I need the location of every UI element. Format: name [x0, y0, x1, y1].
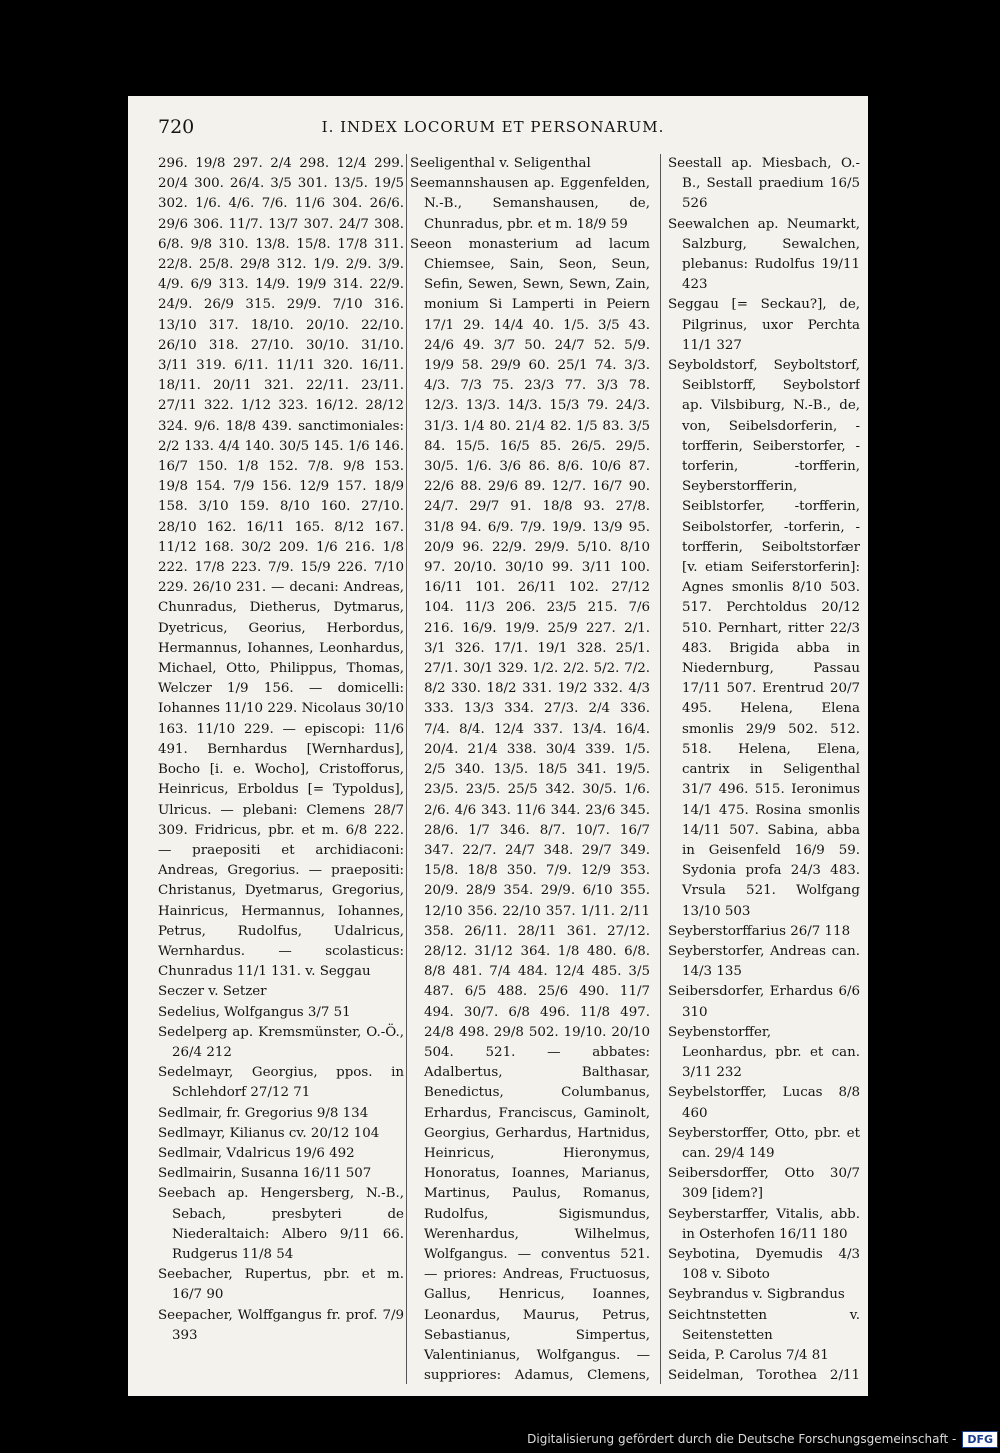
index-entry: Seybotina, Dyemudis 4/3 108 v. Siboto — [668, 1246, 860, 1283]
index-entry: Seebach ap. Hengersberg, N.-B., Sebach, presbyteri de Niederaltaich: Albero 9/11 66. Rudgerus 11/8 54 — [158, 1186, 404, 1262]
index-column-middle — [410, 154, 650, 1384]
index-entry: Seebacher, Rupertus, pbr. et m. 16/7 90 — [158, 1267, 404, 1303]
index-entry: Sedelius, Wolfgangus 3/7 51 — [158, 1004, 351, 1020]
index-entry: Sedelperg ap. Kremsmünster, O.-Ö., 26/4 212 — [158, 1024, 404, 1060]
index-column-right — [668, 154, 860, 1384]
index-entry: Sedlmair, fr. Gregorius 9/8 134 — [158, 1105, 369, 1121]
index-entry: Seida, P. Carolus 7/4 81 — [668, 1347, 829, 1363]
index-entry: Sedlmayr, Kilianus cv. 20/12 104 — [158, 1125, 380, 1141]
index-entry: Seewalchen ap. Neumarkt, Salzburg, Sewalchen, plebanus: Rudolfus 19/11 423 — [668, 216, 860, 293]
dfg-logo: DFG — [962, 1431, 998, 1448]
index-entry: Seemannshausen ap. Eggenfelden, N.-B., Semanshausen, de, Chunradus, pbr. et m. 18/9 59 — [410, 176, 650, 232]
index-entry: Sedlmairin, Susanna 16/11 507 — [158, 1166, 372, 1182]
index-entry: 296. 19/8 297. 2/4 298. 12/4 299. 20/4 300. 26/4. 3/5 301. 13/5. 19/5 302. 1/6. 4/6. 7/6. 11/6 304. 26/6. 29/6 306. 11/7. 13/7 307. 24/7 308. 6/8. 9/8 310. 13/8. 15/8. 17/8 311. 22/8. 25/8. 29/8 312. 1/9. 2/9. 3/9. 4/9. 6/9 313. 14/9. 19/9 314. 22/9. 24/9. 26/9 315. 29/9. 7/10 316. 13/10 317. 18/10. 20/10. 22/10. 26/10 318. 27/10. 30/10. 31/10. 3/11 319. 6/11. 11/11 320. 16/11. 18/11. 20/11 321. 22/11. 23/11. 27/11 322. 1/12 323. 16/12. 28/12 324. 9/6. 18/8 439. sanctimoniales: 2/2 133. 4/4 140. 30/5 145. 1/6 146. 16/7 150. 1/8 152. 7/8. 9/8 153. 19/8 154. 7/9 156. 12/9 157. 18/9 158. 3/10 159. 8/10 160. 27/10. 28/10 162. 16/11 165. 8/12 167. 11/12 168. 30/2 209. 1/6 216. 1/8 222. 17/8 223. 7/9. 15/9 226. 7/10 229. 26/10 231. — decani: Andreas, Chunradus, Dietherus, Dytmarus, Dyetricus, Georius, Herbordus, Hermannus, Iohannes, Leonhardus, Michael, Otto, Philippus, Thomas, Welczer 1/9 156. — domicelli: Iohannes 11/10 229. Nicolaus 30/10 163. 11/10 229. — episcopi: 11/6 491. Bernhardus [Wernhardus], Bocho [i. e. Wocho], Cristofforus, Heinricus, Erboldus [= Typoldus], Ulricus. — plebani: Clemens 28/7 309. Fridricus, pbr. et m. 6/8 222. — praepositi et archidiaconi: Andreas, Gregorius. — praepositi: Christanus, Dyetmarus, Gregorius, Hainricus, Hermannus, Iohannes, Petrus, Rudolfus, Udalricus, Wernhardus. — scolasticus: Chunradus 11/1 131. v. Seggau — [158, 156, 404, 980]
footer-bar — [527, 1430, 998, 1448]
index-entry: Seeligenthal v. Seligenthal — [410, 156, 591, 171]
index-entry: Seybenstorffer, Leonhardus, pbr. et can. 3/11 232 — [668, 1024, 860, 1081]
index-entry: Seestall ap. Miesbach, O.-B., Sestall praedium 16/5 526 — [668, 156, 860, 212]
index-entry: Sedelmayr, Georgius, ppos. in Schlehdorf 27/12 71 — [158, 1065, 404, 1101]
index-entry: Sedlmair, Vdalricus 19/6 492 — [158, 1145, 355, 1161]
index-entry: Seyberstorfer, Andreas can. 14/3 135 — [668, 943, 860, 980]
index-entry: Seyboldstorf, Seyboltstorf, Seiblstorff, Seybolstorf ap. Vilsbiburg, N.-B., de, von, Seibelsdorferin, -torfferin, Seiberstorfer, -torferin, -torfferin, Seyberstorfferin, Seiblstorfer, -torfferin, Seibolstorfer, -torferin, -torfferin, Seiboltstorfær [v. etiam Seiferstorferin]: Agnes smonlis 8/10 503. 517. Perchtoldus 20/12 510. Pernhart, ritter 22/3 483. Brigida abba in Niedernburg, Passau 17/11 507. Erentrud 20/7 495. Helena, Elena smonlis 29/9 502. 512. 518. Helena, Elena, cantrix in Seligenthal 31/7 496. 515. Ieronimus 14/1 475. Rosina smonlis 14/11 507. Sabina, abba in Geisenfeld 16/9 59. Sydonia profa 24/3 483. Vrsula 521. Wolfgang 13/10 503 — [668, 358, 860, 919]
page-header — [158, 116, 828, 146]
index-entry: Seibersdorfer, Erhardus 6/6 310 — [668, 984, 860, 1020]
index-entry: Seggau [= Seckau?], de, Pilgrinus, uxor Perchta 11/1 327 — [668, 297, 860, 353]
index-entry: Seyberstorffer, Otto, pbr. et can. 29/4 149 — [668, 1125, 860, 1161]
running-title: I. INDEX LOCORUM ET PERSONARUM. — [321, 118, 665, 136]
index-column-left — [158, 154, 404, 1384]
index-entry: Seichtnstetten v. Seitenstetten — [668, 1307, 860, 1343]
index-entry: Seyberstorffarius 26/7 118 — [668, 923, 851, 939]
index-entry: Seibersdorffer, Otto 30/7 309 [idem?] — [668, 1166, 860, 1202]
index-entry: Seyberstarffer, Vitalis, abb. in Osterhofen 16/11 180 — [668, 1206, 860, 1242]
column-rule — [406, 154, 407, 1384]
book-page — [128, 96, 868, 1396]
index-entry: Seeon monasterium ad lacum Chiemsee, Sain, Seon, Seun, Sefin, Sewen, Sewn, Sewn, Zain, monium Si Lamperti in Peiern 17/1 29. 14/4 40. 1/5. 3/5 43. 24/6 49. 3/7 50. 24/7 52. 5/9. 19/9 58. 29/9 60. 25/1 74. 3/3. 4/3. 7/3 75. 23/3 77. 3/3 78. 12/3. 13/3. 14/3. 15/3 79. 24/3. 31/3. 1/4 80. 21/4 82. 1/5 83. 3/5 84. 15/5. 16/5 85. 26/5. 29/5. 30/5. 1/6. 3/6 86. 8/6. 10/6 87. 22/6 88. 29/6 89. 12/7. 16/7 90. 24/7. 29/7 91. 18/8 93. 27/8. 31/8 94. 6/9. 7/9. 19/9. 13/9 95. 20/9 96. 22/9. 29/9. 5/10. 8/10 97. 20/10. 30/10 99. 3/11 100. 16/11 101. 26/11 102. 27/12 104. 11/3 206. 23/5 215. 7/6 216. 16/9. 19/9. 25/9 227. 2/1. 3/1 326. 17/1. 19/1 328. 25/1. 27/1. 30/1 329. 1/2. 2/2. 5/2. 7/2. 8/2 330. 18/2 331. 19/2 332. 4/3 333. 13/3 334. 27/3. 2/4 336. 7/4. 8/4. 12/4 337. 13/4. 16/4. 20/4. 21/4 338. 30/4 339. 1/5. 2/5 340. 13/5. 18/5 341. 19/5. 23/5. 23/5. 25/5 342. 30/5. 1/6. 2/6. 4/6 343. 11/6 344. 23/6 345. 28/6. 1/7 346. 8/7. 10/7. 16/7 347. 22/7. 24/7 348. 29/7 349. 15/8. 18/8 350. 7/9. 12/9 353. 20/9. 28/9 354. 29/9. 6/10 355. 12/10 356. 22/10 357. 1/11. 2/11 358. 26/11. 28/11 361. 27/12. 28/12. 31/12 364. 1/8 480. 6/8. 8/8 481. 7/4 484. 12/4 485. 3/5 487. 6/5 488. 25/6 490. 11/7 494. 30/7. 6/8 496. 11/8 497. 24/8 498. 29/8 502. 19/10. 20/10 504. 521. — abbates: Adalbertus, Balthasar, Benedictus, Columbanus, Erhardus, Franciscus, Gaminolt, Georgius, Gerhardus, Hartnidus, Heinricus, Hieronymus, Honoratus, Ioannes, Marianus, Martinus, Paulus, Romanus, Rudolfus, Sigismundus, Werenhardus, Wilhelmus, Wolfgangus. — conventus 521. — priores: Andreas, Fructuosus, Gallus, Henricus, Ioannes, Leonardus, Maurus, Petrus, Sebastianus, Simpertus, Valentinianus, Wolfgangus. — suppriores: Adamus, Clemens, — [410, 236, 650, 1384]
page-number: 720 — [158, 116, 195, 138]
index-entry: Seybrandus v. Sigbrandus — [668, 1287, 845, 1303]
index-entry: Seczer v. Setzer — [158, 984, 267, 1000]
column-rule — [660, 154, 661, 1384]
funding-notice: Digitalisierung gefördert durch die Deutsche Forschungsgemeinschaft - — [527, 1432, 957, 1446]
index-entry: Seepacher, Wolffgangus fr. prof. 7/9 393 — [158, 1307, 404, 1343]
index-entry: Seidelman, Torothea 2/11 — [668, 1368, 860, 1384]
index-entry: Seybelstorffer, Lucas 8/8 460 — [668, 1085, 860, 1121]
